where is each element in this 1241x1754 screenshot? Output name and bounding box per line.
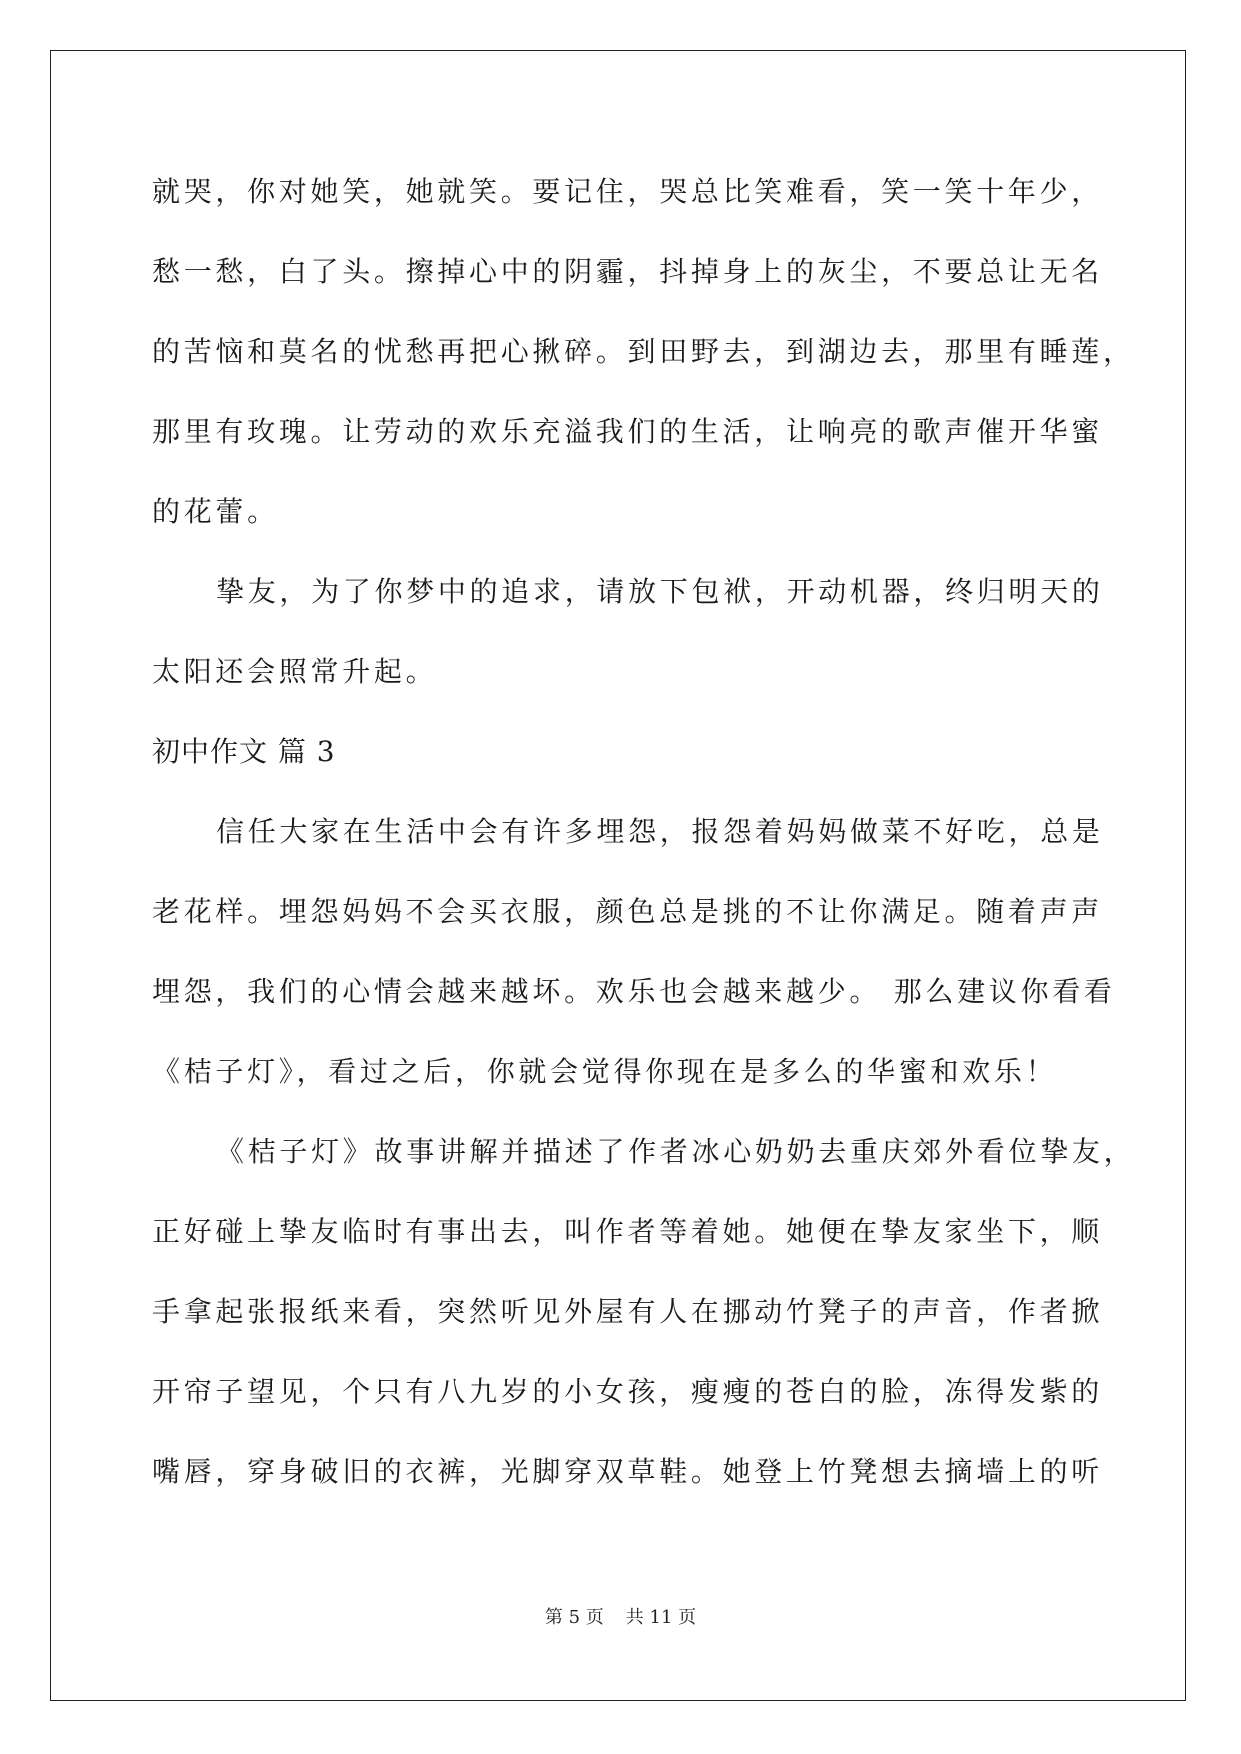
page-total: 共 11 页 bbox=[625, 1607, 697, 1628]
page-number: 第 5 页 bbox=[544, 1607, 604, 1628]
text-line: 就哭，你对她笑，她就笑。要记住，哭总比笑难看，笑一笑十年少， bbox=[152, 175, 1104, 208]
text-line: 正好碰上挚友临时有事出去，叫作者等着她。她便在挚友家坐下，顺 bbox=[152, 1215, 1104, 1248]
document-body bbox=[152, 152, 1136, 1512]
paragraph-start: 挚友，为了你梦中的追求，请放下包袱，开动机器，终归明天的 bbox=[216, 575, 1104, 608]
text-line: 嘴唇，穿身破旧的衣裤，光脚穿双草鞋。她登上竹凳想去摘墙上的听 bbox=[152, 1455, 1104, 1488]
text-line: 愁一愁，白了头。擦掉心中的阴霾，抖掉身上的灰尘，不要总让无名 bbox=[152, 255, 1104, 288]
paragraph-start: 《桔子灯》故事讲解并描述了作者冰心奶奶去重庆郊外看位挚友， bbox=[216, 1135, 1136, 1168]
text-line: 的苦恼和莫名的忧愁再把心揪碎。到田野去，到湖边去，那里有睡莲， bbox=[152, 335, 1135, 368]
text-line: 手拿起张报纸来看，突然听见外屋有人在挪动竹凳子的声音，作者掀 bbox=[152, 1295, 1104, 1328]
page-footer bbox=[0, 1603, 1241, 1629]
paragraph-start: 信任大家在生活中会有许多埋怨，报怨着妈妈做菜不好吃，总是 bbox=[216, 815, 1104, 848]
text-line: 开帘子望见，个只有八九岁的小女孩，瘦瘦的苍白的脸，冻得发紫的 bbox=[152, 1375, 1104, 1408]
text-line: 那里有玫瑰。让劳动的欢乐充溢我们的生活，让响亮的歌声催开华蜜 bbox=[152, 415, 1104, 448]
text-line: 老花样。埋怨妈妈不会买衣服，颜色总是挑的不让你满足。随着声声 bbox=[152, 895, 1104, 928]
section-heading: 初中作文 篇 3 bbox=[152, 735, 336, 768]
text-line: 太阳还会照常升起。 bbox=[152, 655, 438, 688]
text-line: 《桔子灯》，看过之后，你就会觉得你现在是多么的华蜜和欢乐！ bbox=[152, 1055, 1058, 1088]
text-line: 的花蕾。 bbox=[152, 495, 279, 528]
text-line: 埋怨，我们的心情会越来越坏。欢乐也会越来越少。 那么建议你看看 bbox=[152, 975, 1116, 1008]
